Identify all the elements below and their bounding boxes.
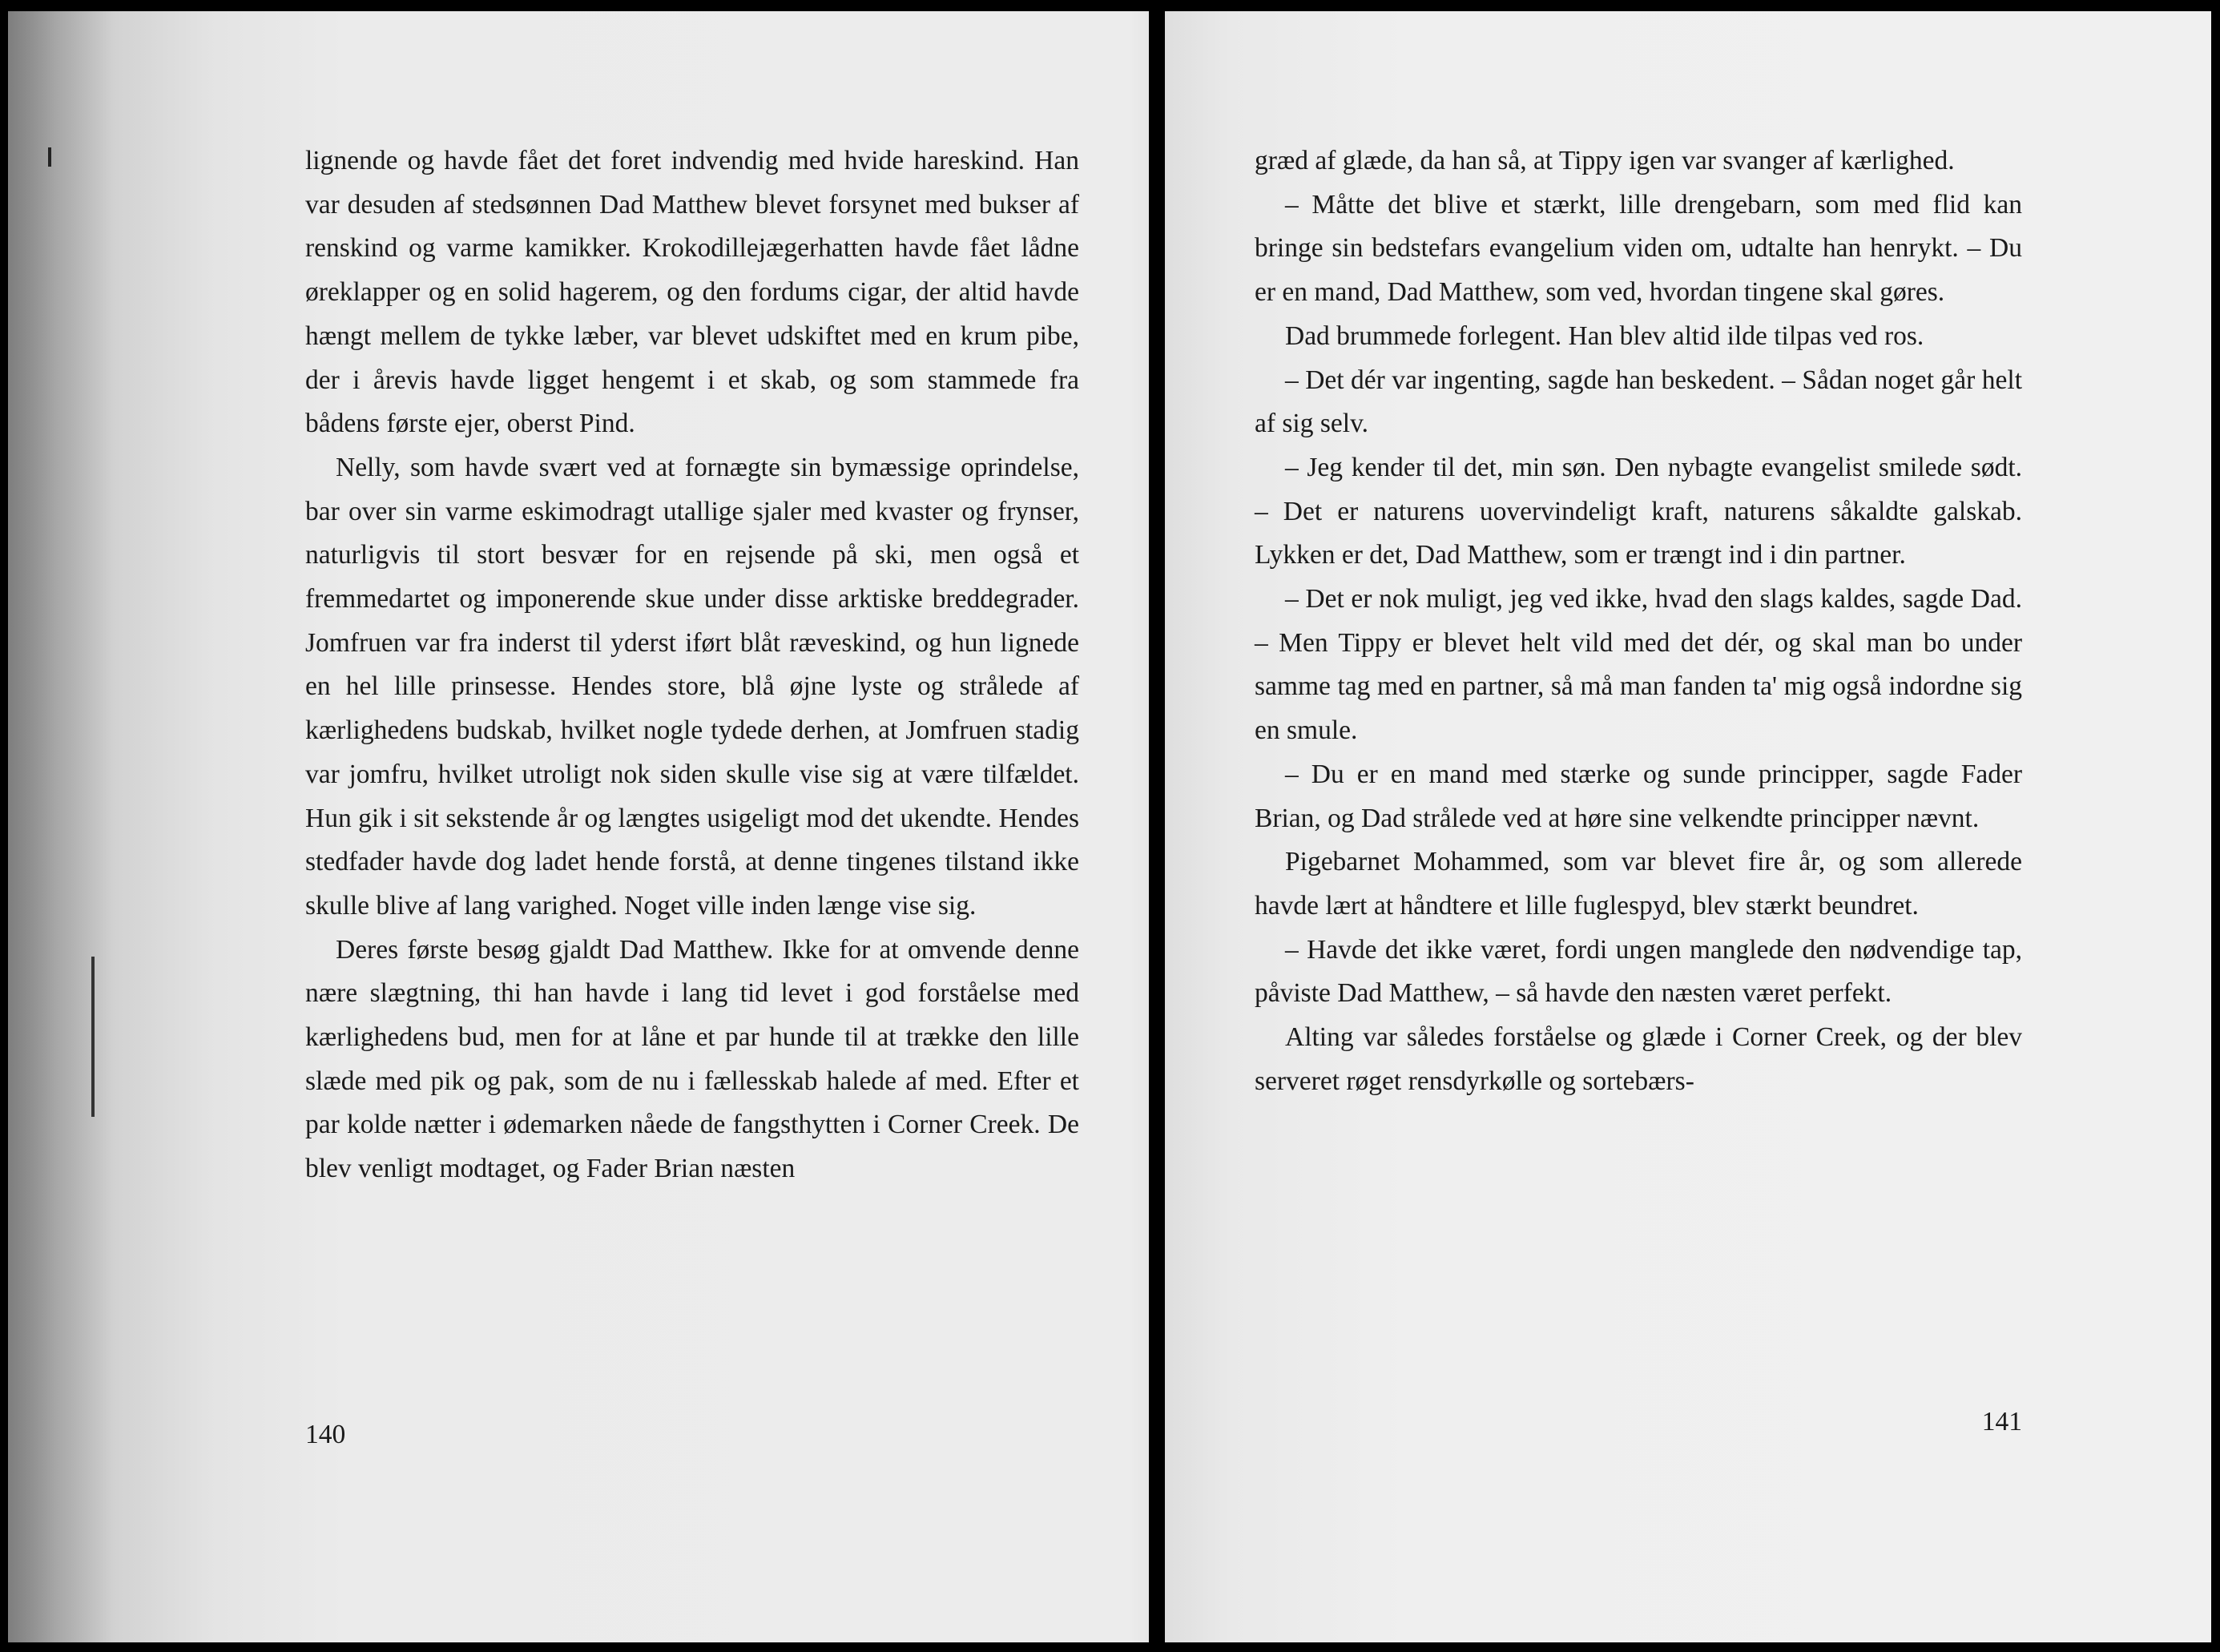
margin-mark — [91, 957, 95, 1117]
paragraph: – Jeg kender til det, min søn. Den nybagte evangelist smilede sødt. – Det er naturens uovervindeligt kraft, naturens såkaldte galskab. Lykken er det, Dad Matthew, som er trængt ind i din partner. — [1255, 452, 2022, 570]
paragraph: Dad brummede forlegent. Han blev altid ilde tilpas ved ros. — [1285, 320, 1924, 351]
paragraph: – Det dér var ingenting, sagde han beskedent. – Sådan noget går helt af sig selv. — [1255, 365, 2022, 439]
paragraph: græd af glæde, da han så, at Tippy igen var svanger af kærlighed. — [1255, 146, 1955, 175]
paragraph: Pigebarnet Mohammed, som var blevet fire år, og som allerede havde lært at håndtere et lille fuglespyd, blev stærkt beundret. — [1255, 847, 2022, 921]
right-page-text — [1255, 139, 2022, 1103]
paragraph: Nelly, som havde svært ved at fornægte sin bymæssige oprindelse, bar over sin varme eskimodragt utallige sjaler med kvaster og frynser, naturligvis til stort besvær for en rejsende på ski, men også et fremmedartet og imponerende skue under disse arktiske breddegrader. Jomfruen var fra inderst til yderst iført blåt ræveskind, og hun lignede en hel lille prinsesse. Hendes store, blå øjne lyste og strålede af kærlighedens budskab, hvilket nogle tydede derhen, at Jomfruen stadig var jomfru, hvilket utroligt nok siden skulle vise sig at være tilfældet. Hun gik i sit sekstende år og længtes usigeligt mod det ukendte. Hendes stedfader havde dog ladet hende forstå, at denne tingenes tilstand ikke skulle blive af lang varighed. Noget ville inden længe vise sig. — [305, 452, 1079, 921]
left-page — [8, 11, 1149, 1642]
paragraph: – Havde det ikke været, fordi ungen manglede den nødvendige tap, påviste Dad Matthew, – så havde den næsten været perfekt. — [1255, 934, 2022, 1009]
paragraph: Alting var således forståelse og glæde i Corner Creek, og der blev serveret røget rensdyrkølle og sortebærs- — [1255, 1022, 2022, 1096]
paragraph: – Det er nok muligt, jeg ved ikke, hvad den slags kaldes, sagde Dad. – Men Tippy er blevet helt vild med det dér, og skal man bo under samme tag med en partner, så må man fanden ta' mig også indordne sig en smule. — [1255, 584, 2022, 746]
page-number: 140 — [305, 1420, 346, 1449]
left-page-text — [305, 139, 1079, 1191]
paragraph: – Du er en mand med stærke og sunde principper, sagde Fader Brian, og Dad strålede ved at høre sine velkendte principper nævnt. — [1255, 759, 2022, 833]
page-number: 141 — [1981, 1407, 2022, 1436]
page-edge-shadow — [8, 11, 112, 1642]
paragraph: Deres første besøg gjaldt Dad Matthew. Ikke for at omvende denne nære slægtning, thi han havde i lang tid levet i god forståelse med kærlighedens bud, men for at låne et par hunde til at trække den lille slæde med pik og pak, som de nu i fællesskab halede af med. Efter et par kolde nætter i ødemarken nåede de fangsthytten i Corner Creek. De blev venligt modtaget, og Fader Brian næsten — [305, 934, 1079, 1184]
paragraph: – Måtte det blive et stærkt, lille drengebarn, som med flid kan bringe sin bedstefars evangelium viden om, udtalte han henrykt. – Du er en mand, Dad Matthew, som ved, hvordan tingene skal gøres. — [1255, 189, 2022, 308]
paragraph: lignende og havde fået det foret indvendig med hvide hareskind. Han var desuden af stedsønnen Dad Matthew blevet forsynet med bukser af renskind og varme kamikker. Krokodillejægerhatten havde fået lådne øreklapper og en solid hagerem, og den fordums cigar, der altid havde hængt mellem de tykke læber, var blevet udskiftet med en krum pibe, der i årevis havde ligget hengemt i et skab, og som stammede fra bådens første ejer, oberst Pind. — [305, 146, 1079, 439]
right-page — [1165, 11, 2211, 1642]
margin-mark — [48, 147, 51, 167]
